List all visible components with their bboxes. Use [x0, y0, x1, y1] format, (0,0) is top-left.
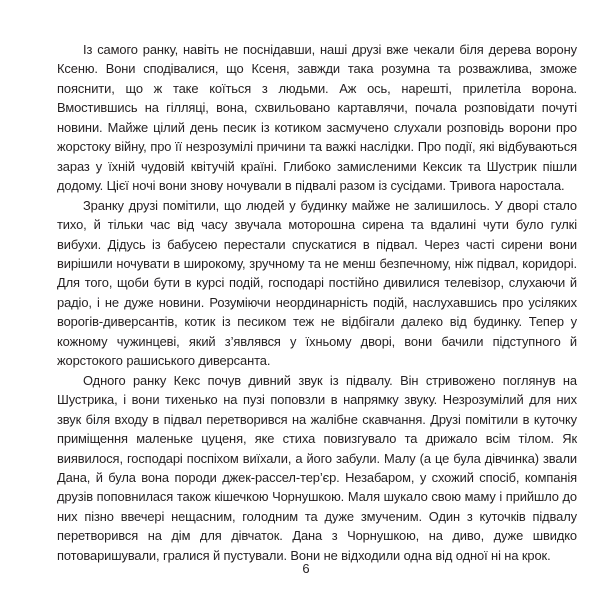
- page-number: 6: [302, 561, 310, 576]
- story-text: [57, 40, 577, 565]
- paragraph-2: Зранку друзі помітили, що людей у будинку майже не залишилось. У дворі стало тихо, й тільки час від часу звучала моторошна сирена та вдалині чути було гулкі вибухи. Дідусь із бабусею перестали спускатися в підвал. Через часті сирени вони вирішили ночувати в широкому, зручному та не менш безпечному, ніж підвал, коридорі. Для того, щоби бути в курсі подій, господарі постійно дивилися телевізор, слухаючи й радіо, і не дуже новини. Розуміючи неординарність подій, наслухавшись про усіляких ворогів-диверсантів, котик із песиком теж не відбігали далеко від будинку. Тепер у кожному чужинцеві, який з’являвся у їхньому дворі, вони бачили підступного й жорстокого рашиського диверсанта.: [57, 197, 577, 369]
- paragraph-3: Одного ранку Кекс почув дивний звук із підвалу. Він стривожено поглянув на Шустрика, і вони тихенько на пузі поповзли в напрямку звуку. Незрозумілий для них звук біля входу в підвал перетворився на жалібне скавчання. Друзі помітили в куточку приміщення маленьке цуценя, яке стиха повизгувало та дрижало всім тілом. Як виявилося, господарі поспіхом виїхали, а його забули. Малу (а це була дівчинка) звали Дана, й була вона породи джек-рассел-тер’єр. Незабаром, у схожий спосіб, компанія друзів поповнилася також кішечкою Чорнушкою. Маля шукало свою маму і прийшло до них пізно ввечері нещасним, голодним та дуже змученим. Один з куточків підвалу перетворився на дім для дівчаток. Дана з Чорнушкою, на диво, дуже швидко потоваришували, гралися й пустували. Вони не відходили одна від одної ні на крок.: [57, 372, 577, 563]
- paragraph-1: Із самого ранку, навіть не поснідавши, наші друзі вже чекали біля дерева ворону Ксеню. Вони сподівалися, що Ксеня, завжди така розумна та розважлива, зможе пояснити, що ж таке коїться з людьми. Аж ось, нарешті, прилетіла ворона. Вмостившись на гілляці, вона, схвильовано картавлячи, почала розповідати почуті новини. Майже цілий день песик із котиком засмучено слухали розповідь ворони про жорстоку війну, про її незрозумілі причини та важкі наслідки. Про події, які відбуваються зараз у їхній чудовій квітучій країні. Глибоко замисленими Кексик та Шустрик пішли додому. Цієї ночі вони знову ночували в підвалі разом із сусідами. Тривога наростала.: [57, 42, 577, 194]
